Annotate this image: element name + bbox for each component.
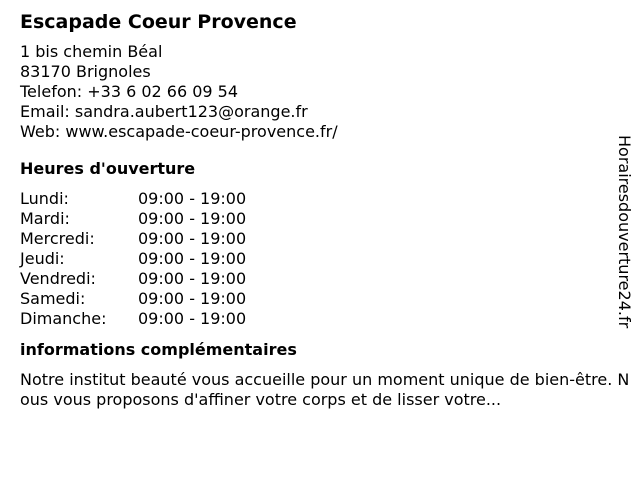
hours-time: 09:00 - 19:00 bbox=[138, 309, 247, 328]
hours-row-monday bbox=[20, 189, 620, 209]
hours-row-tuesday bbox=[20, 209, 620, 229]
address-line-2: 83170 Brignoles bbox=[20, 62, 151, 81]
hours-time: 09:00 - 19:00 bbox=[138, 189, 247, 208]
business-description: Notre institut beauté vous accueille pour un moment unique de bien-être. Nous vous proposons d'affiner votre corps et de lisser votre... bbox=[20, 370, 630, 409]
hours-time: 09:00 - 19:00 bbox=[138, 289, 247, 308]
business-name: Escapade Coeur Provence bbox=[20, 11, 297, 33]
hours-day: Mercredi: bbox=[20, 229, 95, 248]
email-line: Email: sandra.aubert123@orange.fr bbox=[20, 102, 308, 121]
hours-day: Vendredi: bbox=[20, 269, 96, 288]
opening-hours-table bbox=[20, 189, 620, 329]
hours-row-sunday bbox=[20, 309, 620, 329]
additional-info-heading: informations complémentaires bbox=[20, 340, 297, 359]
hours-row-friday bbox=[20, 269, 620, 289]
hours-time: 09:00 - 19:00 bbox=[138, 229, 247, 248]
hours-time: 09:00 - 19:00 bbox=[138, 209, 247, 228]
hours-day: Samedi: bbox=[20, 289, 86, 308]
hours-row-saturday bbox=[20, 289, 620, 309]
hours-day: Jeudi: bbox=[20, 249, 65, 268]
site-watermark: Horairesdouverture24.fr bbox=[615, 135, 634, 329]
address-line-1: 1 bis chemin Béal bbox=[20, 42, 163, 61]
hours-time: 09:00 - 19:00 bbox=[138, 249, 247, 268]
phone-line: Telefon: +33 6 02 66 09 54 bbox=[20, 82, 239, 101]
hours-row-wednesday bbox=[20, 229, 620, 249]
web-line: Web: www.escapade-coeur-provence.fr/ bbox=[20, 122, 338, 141]
hours-row-thursday bbox=[20, 249, 620, 269]
opening-hours-heading: Heures d'ouverture bbox=[20, 159, 196, 178]
hours-time: 09:00 - 19:00 bbox=[138, 269, 247, 288]
hours-day: Mardi: bbox=[20, 209, 70, 228]
hours-day: Lundi: bbox=[20, 189, 69, 208]
hours-day: Dimanche: bbox=[20, 309, 107, 328]
